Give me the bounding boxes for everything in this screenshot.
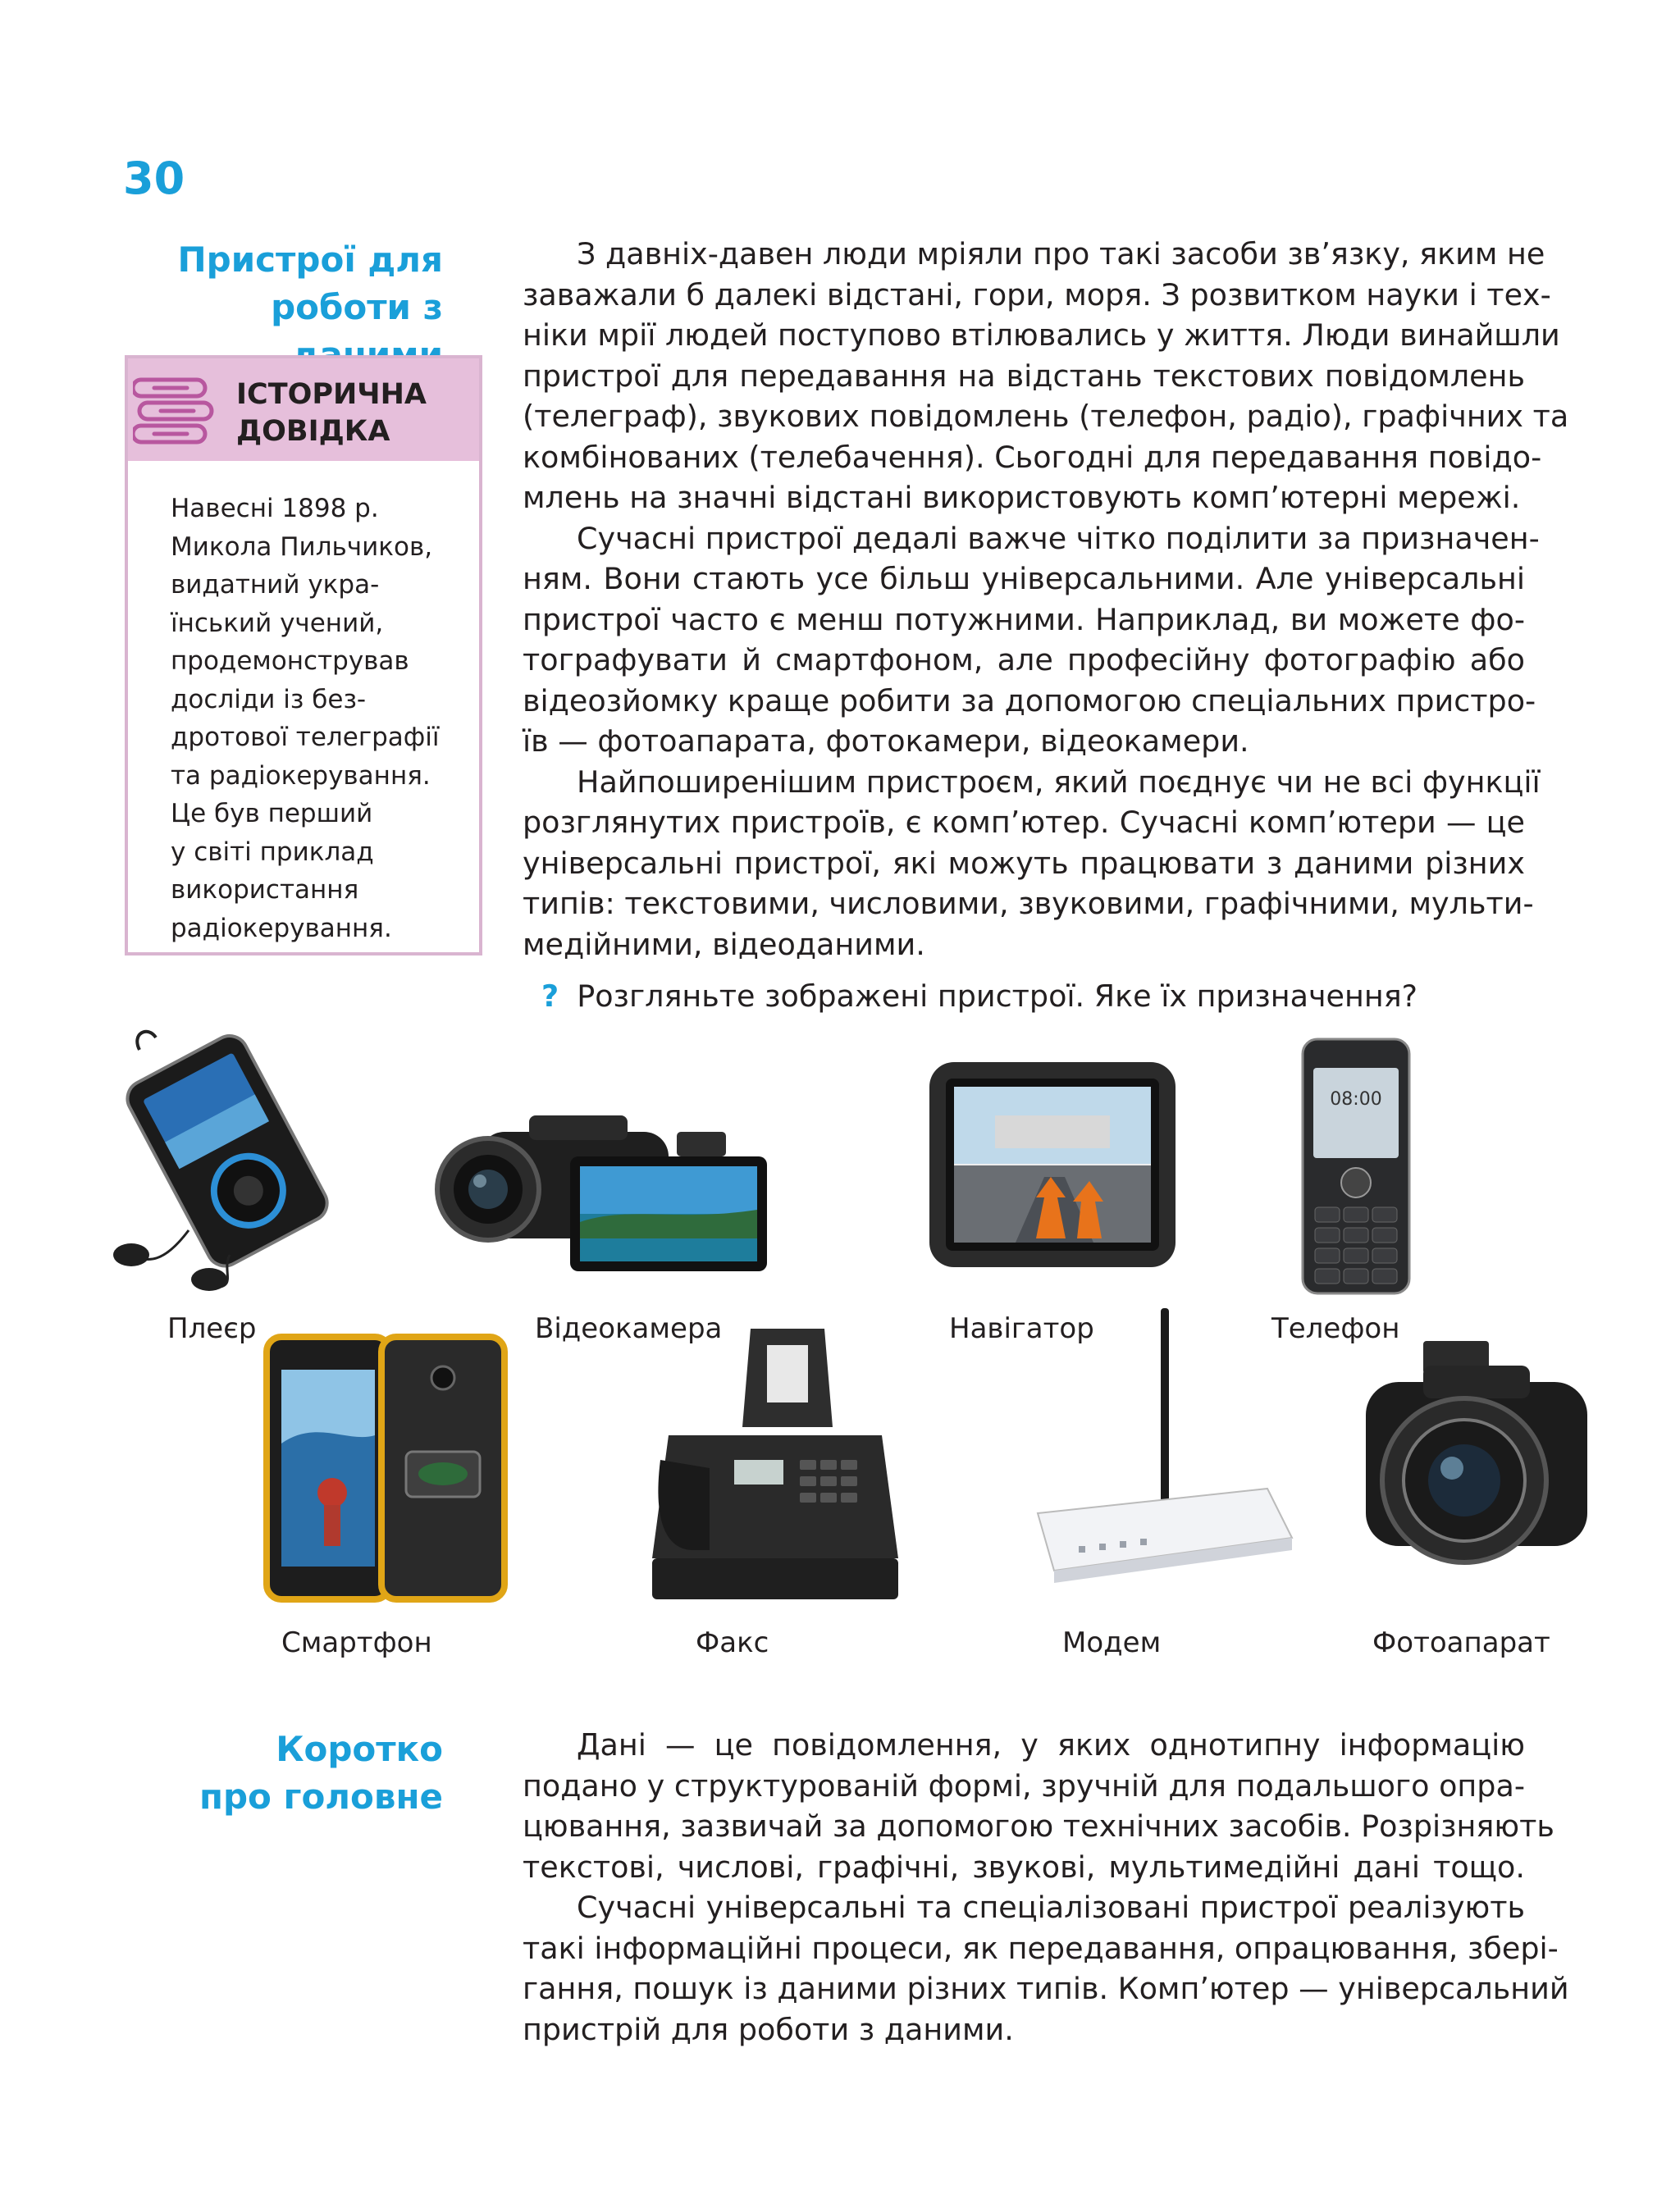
history-note-text [171, 490, 466, 947]
body-line: універсальні пристрої, які можуть працювати з даними різних [523, 845, 1525, 881]
summary-heading-line: Коротко [276, 1729, 443, 1769]
body-line: З давніх-давен люди мріяли про такі засоби зв’язку, яким не [577, 236, 1545, 271]
body-line: медійними, відеоданими. [523, 926, 925, 962]
modem-image [1021, 1300, 1300, 1595]
question-text: Розгляньте зображені пристрої. Яке їх призначення? [577, 978, 1418, 1014]
question [541, 976, 1418, 1017]
question-mark-icon: ? [541, 978, 559, 1014]
body-line: ніки мрії людей поступово втілювались у життя. Люди винайшли [523, 317, 1560, 353]
page-number: 30 [123, 153, 185, 204]
history-line: Навесні 1898 р. [171, 494, 379, 523]
player-caption: Плеєр [167, 1312, 257, 1345]
smartphone-caption: Смартфон [281, 1626, 432, 1659]
history-line: Це був перший [171, 799, 373, 828]
section-heading-line: Пристрої для [177, 239, 443, 280]
history-note-header [128, 358, 479, 461]
books-icon [133, 363, 215, 457]
fax-caption: Факс [696, 1626, 769, 1659]
summary-line: цювання, зазвичай за допомогою технічних засобів. Розрізняють [523, 1808, 1554, 1844]
body-line: Сучасні пристрої дедалі важче чітко поділити за призначен- [577, 520, 1540, 556]
history-line: досліди із без- [171, 684, 367, 714]
summary-line: гання, пошук із даними різних типів. Комп’ютер — універсальний [523, 1971, 1569, 2006]
history-line: у світі приклад [171, 837, 374, 867]
section-heading-line: роботи з [271, 287, 443, 327]
summary-line: текстові, числові, графічні, звукові, мультимедійні дані тощо. [523, 1849, 1525, 1885]
body-line: пристрої часто є менш потужними. Наприклад, ви можете фо- [523, 601, 1525, 637]
history-line: Микола Пильчиков, [171, 531, 433, 562]
fax-image [636, 1312, 906, 1608]
history-title-line: ДОВІДКА [236, 415, 390, 448]
history-line: дротової телеграфії [171, 723, 440, 752]
summary-heading-line: про головне [199, 1776, 443, 1817]
history-line: видатний укра- [171, 570, 380, 600]
phone-image [1299, 1035, 1413, 1298]
history-line: продемонстрував [171, 646, 409, 676]
navigator-caption: Навігатор [949, 1312, 1094, 1345]
body-line: Найпоширенішим пристроєм, який поєднує чи не всі функції [577, 764, 1541, 800]
history-line: радіокерування. [171, 913, 392, 943]
phone-caption: Телефон [1271, 1312, 1400, 1345]
history-note [125, 355, 482, 955]
modem-caption: Модем [1062, 1626, 1162, 1659]
body-line: комбінованих (телебачення). Сьогодні для передавання повідо- [523, 439, 1542, 475]
camera-caption: Фотоапарат [1372, 1626, 1550, 1659]
summary-line: Дані — це повідомлення, у яких однотипну інформацію [577, 1727, 1525, 1763]
phone-screen-time: 08:00 [1330, 1089, 1382, 1110]
body-line: типів: текстовими, числовими, звуковими, графічними, мульти- [523, 886, 1534, 921]
history-title-line: ІСТОРИЧНА [236, 378, 427, 411]
summary-line: пристрій для роботи з даними. [523, 2011, 1014, 2047]
camcorder-caption: Відеокамера [535, 1312, 723, 1345]
body-line: (телеграф), звукових повідомлень (телефон, радіо), графічних та [523, 399, 1569, 434]
camera-image [1349, 1333, 1612, 1595]
body-line: пристрої для передавання на відстань текстових повідомлень [523, 358, 1525, 394]
body-line: тографувати й смартфоном, але професійну фотографію або [523, 642, 1525, 677]
player-image [98, 1017, 345, 1296]
history-line: та радіокерування. [171, 760, 431, 791]
summary-line: подано у структурованій формі, зручній для подальшого опра- [523, 1767, 1525, 1804]
summary-line: такі інформаційні процеси, як передавання, опрацювання, збері- [523, 1930, 1559, 1966]
body-line: розглянутих пристроїв, є комп’ютер. Сучасні комп’ютери — це [523, 805, 1525, 840]
body-line: млень на значні відстані використовують комп’ютерні мережі. [523, 480, 1521, 515]
body-line: їв — фотоапарата, фотокамери, відеокамери. [523, 723, 1249, 759]
smartphone-image [258, 1329, 513, 1608]
history-line: використання [171, 875, 359, 905]
summary-heading [115, 1726, 443, 1821]
navigator-image [921, 1054, 1184, 1275]
body-line: відеозйомку краще робити за допомогою спеціальних пристро- [523, 682, 1536, 718]
history-note-title [236, 376, 427, 450]
body-line: заважали б далекі відстані, гори, моря. З розвитком науки і тех- [523, 276, 1551, 312]
summary-line: Сучасні універсальні та спеціалізовані пристрої реалізують [577, 1890, 1525, 1925]
camcorder-image [431, 1099, 775, 1279]
summary-text [523, 1725, 1569, 2050]
body-line: ням. Вони стають усе більш універсальними. Але універсальні [523, 561, 1525, 596]
history-line: їнський учений, [171, 608, 384, 638]
body-text [523, 234, 1569, 965]
